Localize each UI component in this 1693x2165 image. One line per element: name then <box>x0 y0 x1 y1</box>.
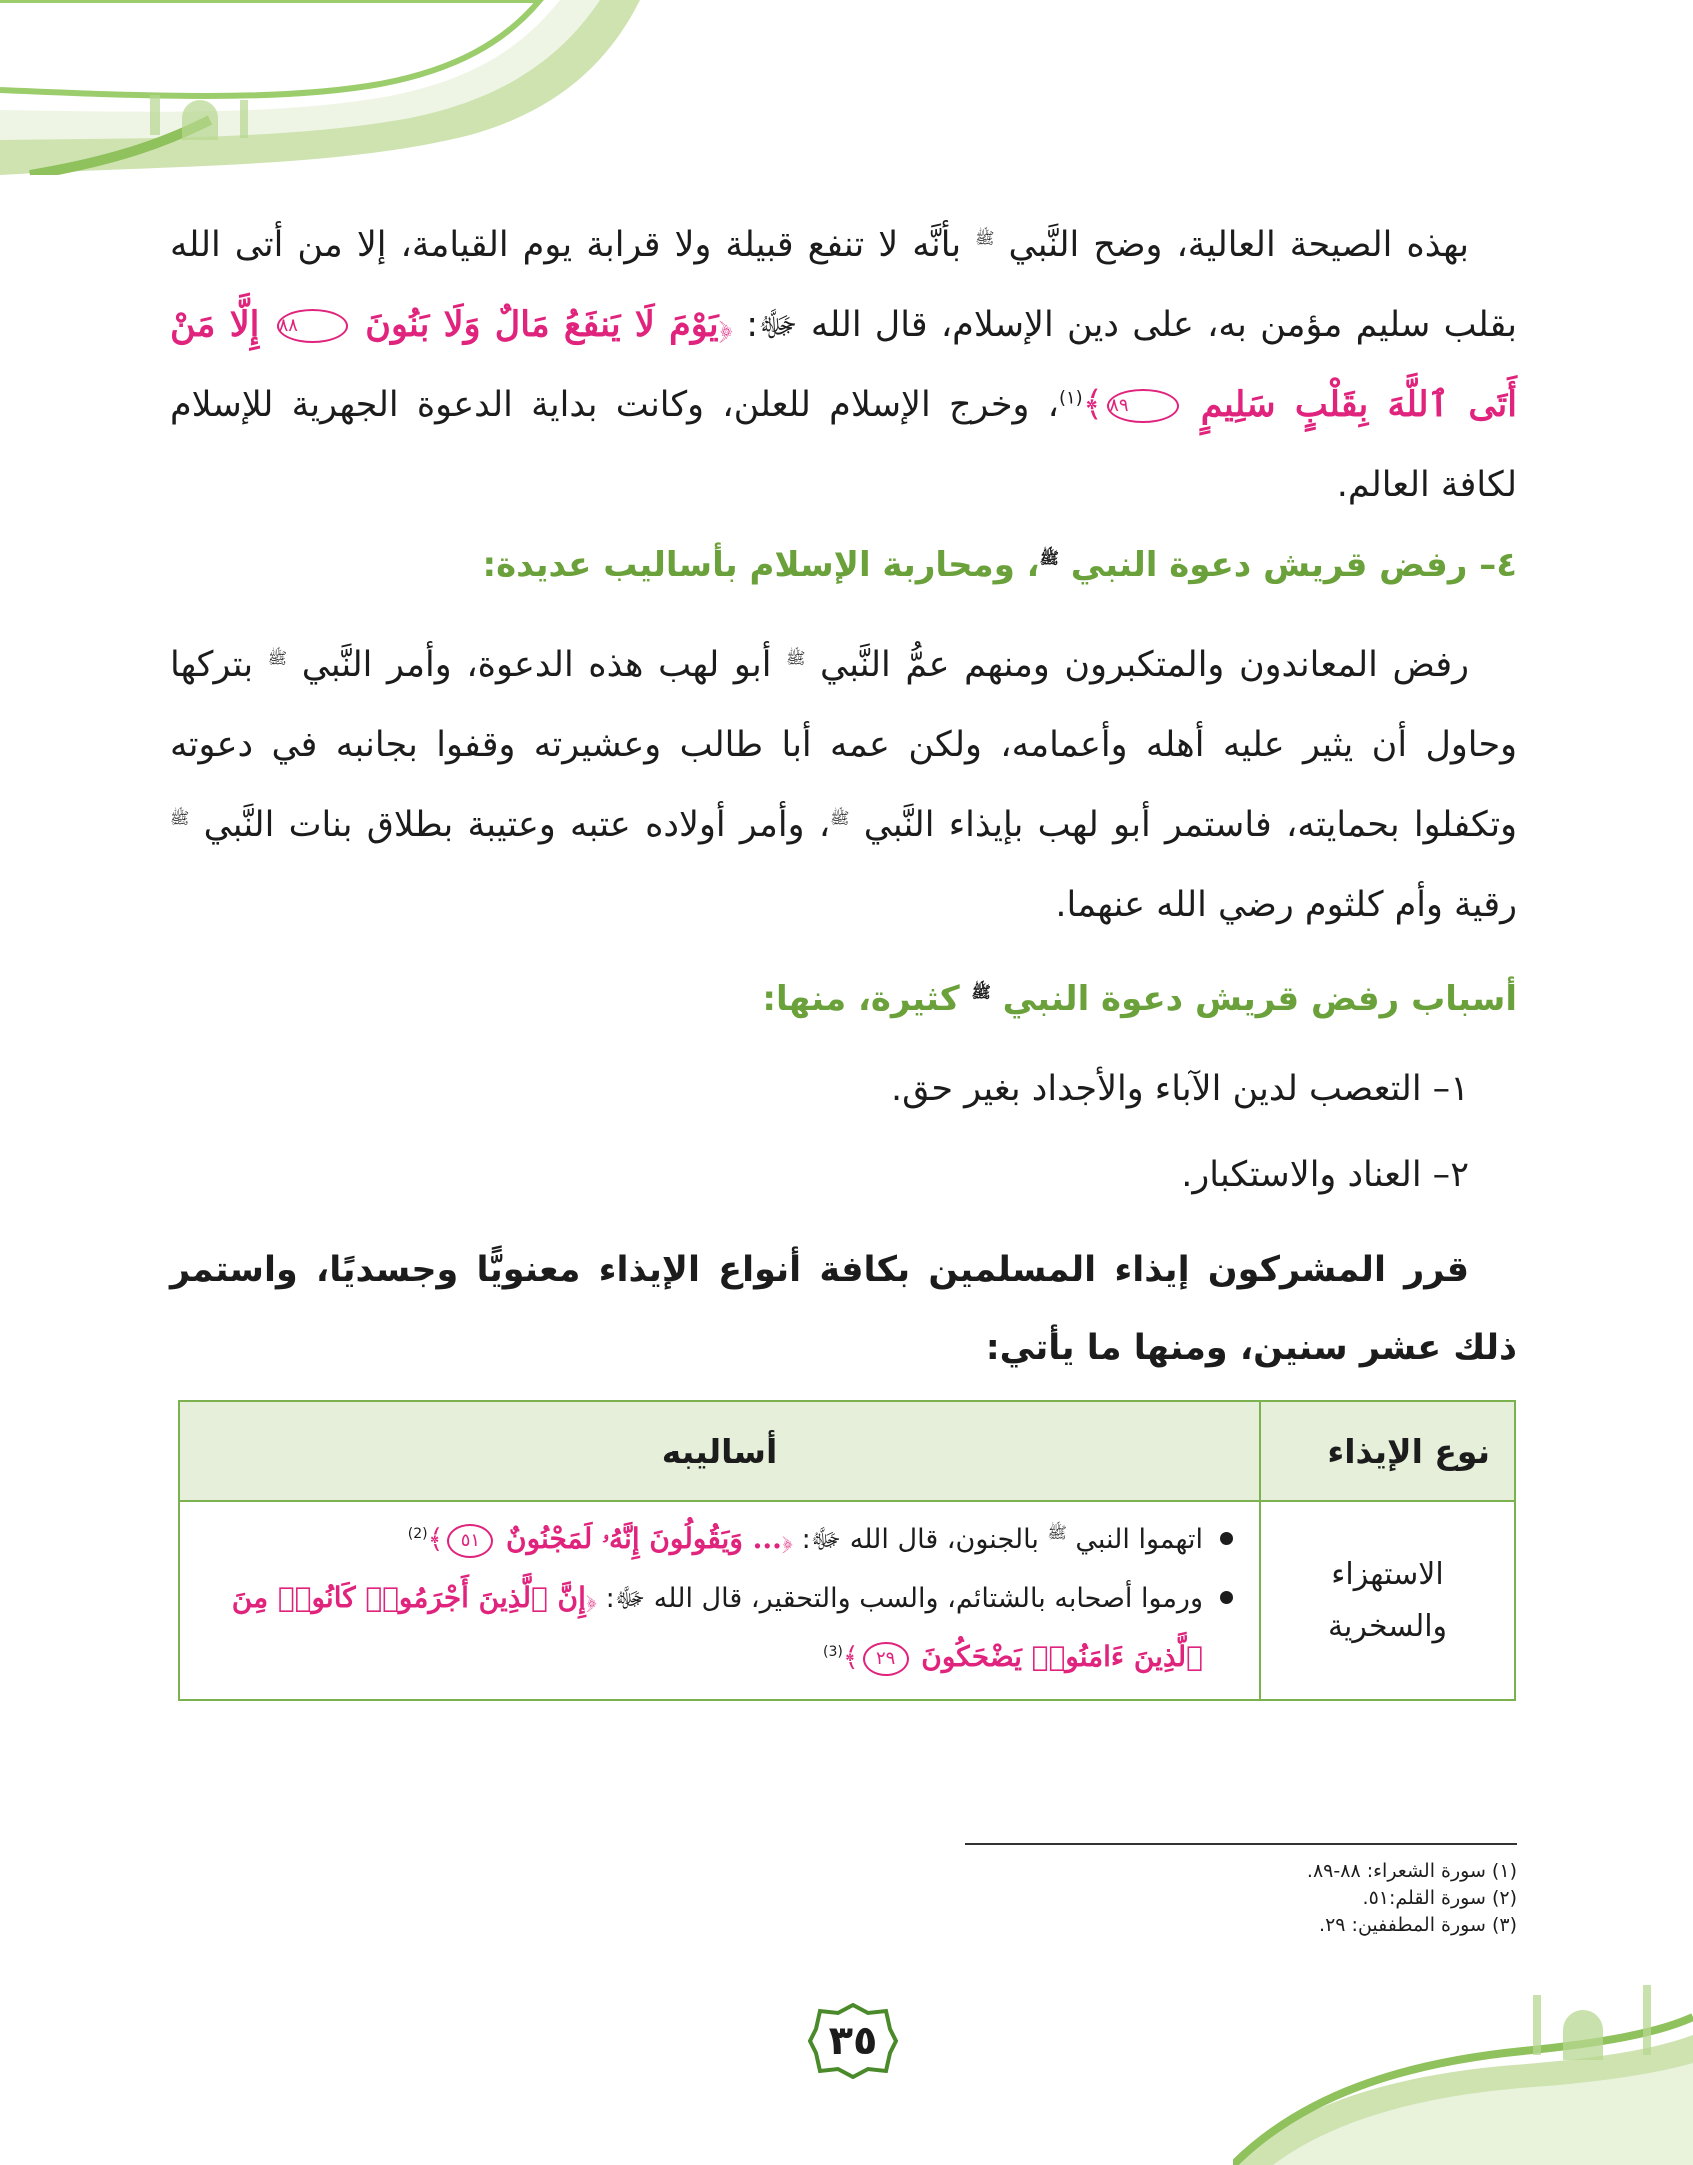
text-segment: ، وخرج الإسلام للعلن، وكانت بداية الدعوة الجهرية للإسلام لكافة العالم. <box>170 385 1517 505</box>
colon: : <box>801 1524 811 1555</box>
type-cell: الاستهزاء والسخرية <box>1260 1501 1515 1700</box>
text-segment: ، وأمر أولاده عتبه وعتيبة بطلاق بنات النَّبي <box>203 805 831 845</box>
text-segment: بهذه الصيحة العالية، وضح النَّبي <box>1008 225 1469 265</box>
exalted-icon: ﷻ <box>810 1524 842 1555</box>
methods-cell <box>179 1501 1260 1700</box>
exalted-icon: ﷻ <box>758 305 798 345</box>
footnote-divider <box>965 1843 1517 1845</box>
page-number <box>808 2003 898 2079</box>
text-segment: بالجنون، قال الله <box>849 1524 1039 1555</box>
page-number-text: ٣٥ <box>828 2018 878 2064</box>
ayah-number: ٢٩ <box>863 1642 909 1676</box>
reason-item: ١– التعصب لدين الآباء والأجداد بغير حق. <box>891 1069 1469 1109</box>
exalted-icon: ﷻ <box>614 1583 646 1614</box>
quran-verse: إِلَّا مَنْ أَتَى ٱللَّهَ بِقَلْبٍ سَلِيمٍ <box>170 304 1517 425</box>
text-segment: بأنَّه لا تنفع قبيلة ولا قرابة يوم القيامة، إلا من أتى الله بقلب سليم مؤمن به، على دين الإسلام، قال الله <box>170 225 1517 345</box>
heading-text: ٤– رفض قريش دعوة النبي <box>1070 545 1517 585</box>
reason-item: ٢– العناد والاستكبار. <box>1181 1155 1469 1195</box>
footnote-item: (٣) سورة المطففين: ٢٩. <box>1319 1914 1517 1936</box>
table-row <box>179 1501 1515 1700</box>
quran-verse: ... وَيَقُولُونَ إِنَّهُۥ لَمَجْنُونٌ <box>506 1522 782 1555</box>
quran-open-bracket: ﴿ <box>781 1524 793 1555</box>
section-heading-4 <box>170 533 1517 597</box>
pbuh-icon: ﷺ <box>170 808 190 828</box>
text-segment: ورموا أصحابه بالشتائم، والسب والتحقير، قال الله <box>653 1583 1203 1614</box>
heading-text: ، ومحاربة الإسلام بأساليب عديدة: <box>482 545 1040 585</box>
footnote-ref[interactable]: (2) <box>407 1526 428 1542</box>
pbuh-icon: ﷺ <box>1047 1523 1067 1542</box>
quran-verse: إِنَّ ٱلَّذِينَ أَجْرَمُوا۟ كَانُوا۟ مِنَ ٱلَّذِينَ ءَامَنُوا۟ يَضْحَكُونَ <box>231 1581 1203 1673</box>
ayah-number: ٨٨ <box>277 309 348 343</box>
text-segment: بتركها وحاول أن يثير عليه أهله وأعمامه، ولكن عمه أبا طالب وعشيرته وقفوا بجانبه في دعوته وتكفلوا بحمايته، فاستمر أبو لهب بإيذاء النَّبي <box>170 645 1517 845</box>
pbuh-icon: ﷺ <box>786 648 806 668</box>
footnote-item: (٢) سورة القلم:٥١. <box>1362 1887 1517 1909</box>
quran-open-bracket: ﴿ <box>585 1583 598 1614</box>
method-item <box>202 1510 1237 1569</box>
quran-close-bracket: ﴾ <box>1082 385 1104 425</box>
bottom-decoration <box>1233 1955 1693 2165</box>
table-header-row <box>179 1401 1515 1501</box>
footnote-ref[interactable]: (3) <box>822 1644 843 1660</box>
reasons-heading <box>170 967 1517 1031</box>
pbuh-icon: ﷺ <box>1039 548 1059 568</box>
header-methods: أساليبه <box>179 1401 1260 1501</box>
heading-text: أسباب رفض قريش دعوة النبي <box>1002 979 1517 1019</box>
paragraph-intro <box>170 205 1517 525</box>
text-segment: اتهموا النبي <box>1075 1524 1203 1555</box>
heading-text: كثيرة، منها: <box>762 979 960 1019</box>
colon: : <box>746 305 759 345</box>
top-decoration <box>0 0 640 175</box>
text-segment: أبو لهب هذه الدعوة، وأمر النَّبي <box>301 645 772 685</box>
quran-close-bracket: ﴾ <box>427 1524 444 1555</box>
footnotes <box>965 1858 1517 1939</box>
footnote-ref[interactable]: (١) <box>1058 387 1083 409</box>
ayah-number: ٨٩ <box>1107 389 1178 423</box>
header-type: نوع الإيذاء <box>1260 1401 1515 1501</box>
quran-open-bracket: ﴿ <box>718 305 734 345</box>
text-segment: رفض المعاندون والمتكبرون ومنهم عمُّ النَّبي <box>820 645 1469 685</box>
method-item <box>202 1569 1237 1687</box>
pbuh-icon: ﷺ <box>975 228 995 248</box>
quran-verse: يَوْمَ لَا يَنفَعُ مَالٌ وَلَا بَنُونَ <box>365 304 719 345</box>
pbuh-icon: ﷺ <box>971 982 991 1002</box>
colon: : <box>605 1583 615 1614</box>
main-content <box>170 205 1517 1387</box>
footnote-item: (١) سورة الشعراء: ٨٨-٨٩. <box>1306 1860 1517 1882</box>
ayah-number: ٥١ <box>447 1524 493 1558</box>
persecution-table <box>178 1400 1516 1701</box>
pbuh-icon: ﷺ <box>267 648 288 668</box>
paragraph-rejection <box>170 625 1517 945</box>
quran-close-bracket: ﴾ <box>842 1642 859 1673</box>
text-segment: رقية وأم كلثوم رضي الله عنهما. <box>1055 885 1517 925</box>
persecution-intro: قرر المشركون إيذاء المسلمين بكافة أنواع الإيذاء معنويًّا وجسديًا، واستمر ذلك عشر سنين، ومنها ما يأتي: <box>170 1250 1517 1368</box>
pbuh-icon: ﷺ <box>830 808 850 828</box>
